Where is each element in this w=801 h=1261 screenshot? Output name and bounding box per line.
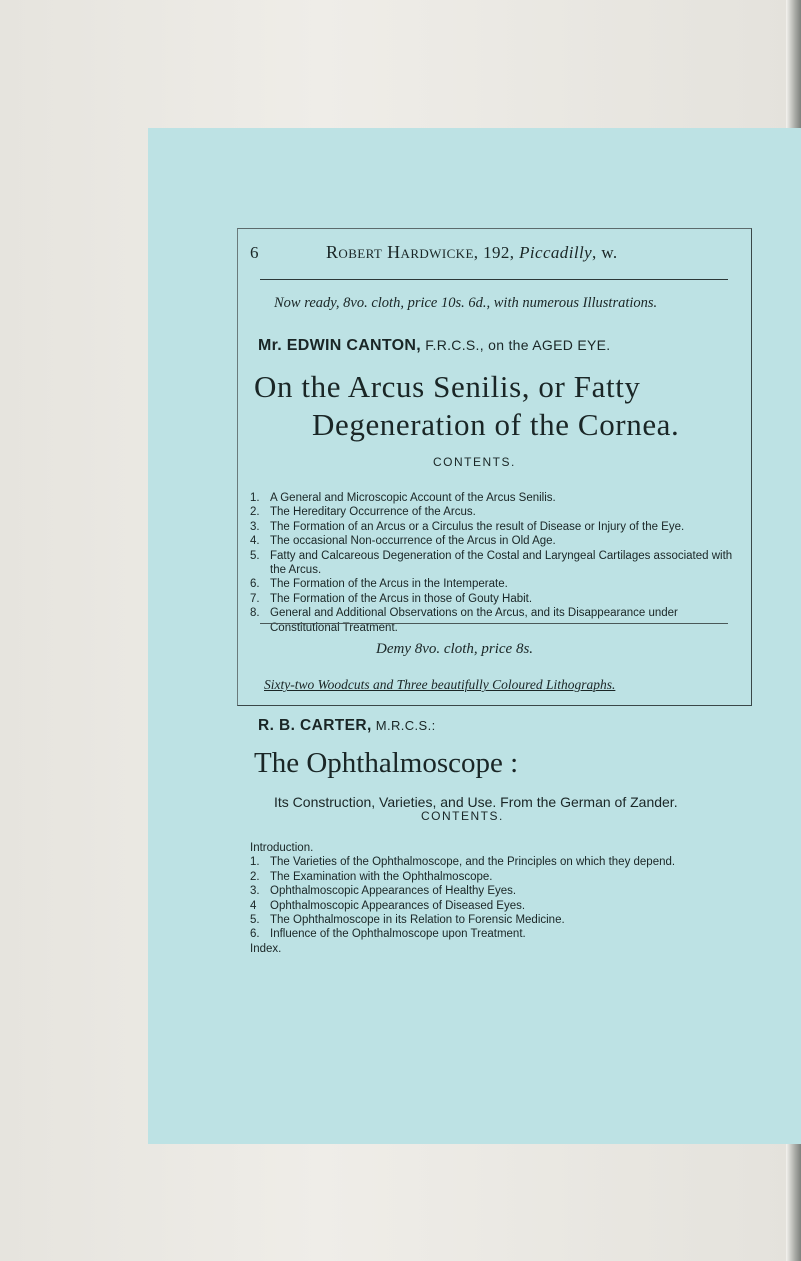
list-item (250, 899, 735, 913)
item-text: The Formation of the Arcus in those of Gouty Habit. (270, 592, 533, 605)
list-item (250, 841, 715, 855)
list-item (250, 855, 735, 869)
book1-contents-list (250, 491, 735, 635)
item-text: The occasional Non-occurrence of the Arcus in Old Age. (270, 535, 556, 548)
item-number: 8. (250, 607, 260, 620)
book2-illustrations: Sixty-two Woodcuts and Three beautifully Coloured Lithographs. (264, 677, 616, 692)
list-item (250, 505, 735, 519)
book2-author-rest: M.R.C.S.: (371, 718, 436, 733)
book1-author-name: Mr. EDWIN CANTON, (258, 337, 422, 354)
book1-title-line2: Degeneration of the Cornea. (312, 407, 680, 442)
item-number: 6. (250, 578, 260, 591)
book2-contents-list (250, 841, 735, 956)
item-text: Ophthalmoscopic Appearances of Healthy Eyes. (270, 885, 517, 898)
list-item (250, 491, 735, 505)
advertisement-box (237, 228, 752, 955)
list-item (250, 577, 735, 591)
item-text: The Formation of an Arcus or a Circulus the result of Disease or Injury of the Eye. (270, 520, 685, 533)
list-item (250, 927, 735, 941)
item-number: 1. (250, 492, 260, 504)
item-text: Fatty and Calcareous Degeneration of the Costal and Laryngeal Cartilages associated with the Arcus. (270, 549, 733, 577)
item-text: Introduction. (250, 842, 314, 854)
address-number: 192, (483, 243, 520, 262)
item-text: The Varieties of the Ophthalmoscope, and the Principles on which they depend. (270, 856, 676, 869)
item-text: The Ophthalmoscope in its Relation to Forensic Medicine. (270, 914, 565, 927)
item-text: The Examination with the Ophthalmoscope. (270, 870, 493, 883)
item-number: 5. (250, 549, 260, 562)
item-number: 3. (250, 520, 260, 533)
book2-author-name: R. B. CARTER, (258, 717, 372, 734)
book2-author (258, 717, 436, 735)
list-item (250, 884, 735, 898)
list-item (250, 520, 735, 534)
book2-contents-heading: CONTENTS. (421, 809, 504, 823)
list-item (250, 549, 735, 578)
book1-author-rest: F.R.C.S., on the AGED EYE. (421, 337, 611, 353)
item-text: Ophthalmoscopic Appearances of Diseased Eyes. (270, 899, 526, 912)
list-item (250, 534, 735, 548)
address-suffix: , w. (592, 243, 618, 262)
item-number: 4. (250, 535, 260, 548)
book2-notice: Demy 8vo. cloth, price 8s. (376, 641, 534, 657)
item-number: 2. (250, 870, 260, 883)
book1-author (258, 337, 610, 355)
item-text: General and Additional Observations on the Arcus, and its Disappearance under Constitutional Treatment. (270, 607, 678, 634)
item-number: 5. (250, 914, 260, 927)
list-item (250, 606, 735, 635)
item-number: 2. (250, 506, 260, 519)
address-street: Piccadilly (519, 243, 593, 262)
running-header: Robert Hardwicke, 192, Piccadilly, w. (326, 242, 618, 262)
item-number: 1. (250, 856, 260, 869)
list-item (250, 913, 735, 927)
book1-contents-heading: CONTENTS. (433, 455, 516, 469)
section-divider (260, 623, 728, 624)
item-number: 6. (250, 928, 260, 941)
item-text: A General and Microscopic Account of the Arcus Senilis. (270, 492, 556, 504)
book1-title-line1: On the Arcus Senilis, or Fatty (254, 369, 641, 404)
book1-notice: Now ready, 8vo. cloth, price 10s. 6d., with numerous Illustrations. (274, 295, 658, 311)
publisher-name: Robert Hardwicke (326, 242, 474, 262)
list-item (250, 942, 715, 956)
list-item (250, 592, 735, 606)
item-number: 4 (250, 899, 257, 912)
header-rule (260, 279, 728, 280)
item-text: Influence of the Ophthalmoscope upon Treatment. (270, 928, 526, 941)
item-text: Index. (250, 942, 282, 955)
book2-subtitle: Its Construction, Varieties, and Use. From the German of Zander. (274, 794, 678, 810)
page-number: 6 (250, 243, 259, 262)
item-number: 7. (250, 592, 260, 605)
list-item (250, 870, 735, 884)
book2-title: The Ophthalmoscope : (254, 747, 519, 779)
item-text: The Formation of the Arcus in the Intemperate. (270, 578, 508, 591)
item-number: 3. (250, 885, 260, 898)
item-text: The Hereditary Occurrence of the Arcus. (270, 506, 476, 519)
